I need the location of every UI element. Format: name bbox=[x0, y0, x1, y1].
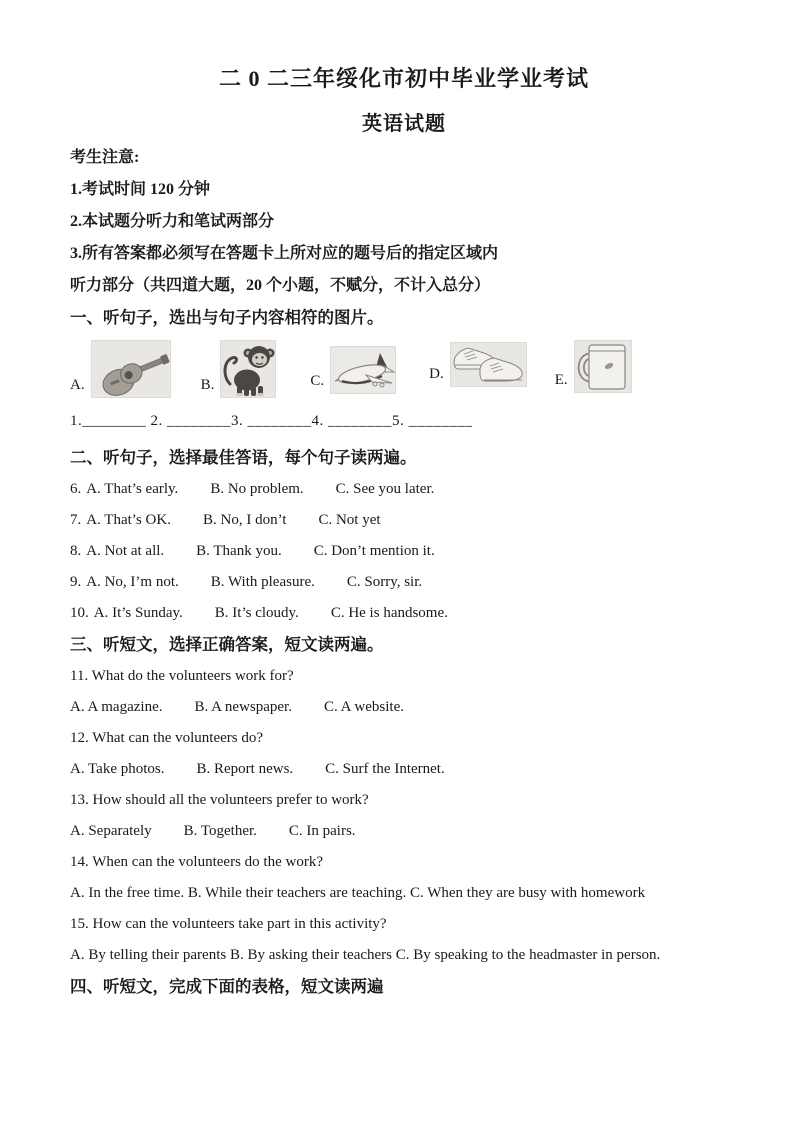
option-b: B. With pleasure. bbox=[210, 574, 315, 590]
sneakers-icon bbox=[450, 342, 527, 387]
option-a: A. A magazine. bbox=[70, 699, 163, 715]
guitar-image bbox=[91, 340, 171, 398]
airplane-icon bbox=[330, 346, 396, 394]
option-b: B. A newspaper. bbox=[194, 699, 292, 715]
notice-item-3: 3.所有答案都必须写在答题卡上所对应的题号后的指定区域内 bbox=[70, 245, 499, 262]
options-line-15: A. By telling their parents B. By asking their teachers C. By speaking to the headmaster in person. bbox=[70, 947, 661, 963]
options-line-14: A. In the free time. B. While their teachers are teaching. C. When they are busy with homework bbox=[70, 885, 646, 901]
section-3-heading: 三、听短文，选择正确答案，短文读两遍。 bbox=[70, 635, 384, 654]
page-subtitle: 英语试题 bbox=[362, 113, 446, 135]
option-c: C. Sorry, sir. bbox=[346, 574, 423, 590]
monkey-image bbox=[220, 340, 276, 398]
options-line-11 bbox=[70, 698, 738, 716]
listening-part-header: 听力部分（共四道大题，20 个小题，不赋分，不计入总分） bbox=[70, 277, 491, 294]
picture-label-d: D. bbox=[429, 366, 444, 382]
picture-option-b bbox=[201, 340, 277, 398]
question-row-8 bbox=[70, 542, 738, 560]
question-line-13: 13. How should all the volunteers prefer to work? bbox=[70, 792, 369, 808]
option-a: A. That’s early. bbox=[86, 481, 179, 497]
question-number: 6. bbox=[70, 481, 82, 497]
option-c: C. Not yet bbox=[318, 512, 381, 528]
option-c: C. Surf the Internet. bbox=[325, 761, 445, 777]
option-c: C. He is handsome. bbox=[330, 605, 448, 621]
picture-label-c: C. bbox=[310, 373, 325, 389]
picture-label-a: A. bbox=[70, 377, 85, 393]
mug-icon bbox=[574, 340, 632, 393]
option-b: B. It’s cloudy. bbox=[214, 605, 299, 621]
option-a: A. It’s Sunday. bbox=[93, 605, 183, 621]
question-line-15: 15. How can the volunteers take part in this activity? bbox=[70, 916, 387, 932]
option-a: A. Take photos. bbox=[70, 761, 165, 777]
picture-options-row bbox=[70, 340, 738, 402]
option-c: C. A website. bbox=[323, 699, 404, 715]
notice-header: 考生注意: bbox=[70, 149, 140, 166]
picture-option-a bbox=[70, 340, 171, 398]
airplane-image bbox=[330, 346, 396, 394]
option-b: B. No, I don’t bbox=[202, 512, 287, 528]
question-row-10 bbox=[70, 604, 738, 622]
option-c: C. In pairs. bbox=[288, 823, 356, 839]
option-b: B. No problem. bbox=[210, 481, 304, 497]
monkey-icon bbox=[220, 340, 276, 398]
question-line-12: 12. What can the volunteers do? bbox=[70, 730, 263, 746]
notice-item-1: 1.考试时间 120 分钟 bbox=[70, 181, 211, 198]
option-a: A. Not at all. bbox=[86, 543, 165, 559]
question-number: 8. bbox=[70, 543, 82, 559]
picture-option-c bbox=[310, 340, 396, 394]
option-c: C. Don’t mention it. bbox=[313, 543, 435, 559]
question-row-9 bbox=[70, 573, 738, 591]
question-number: 10. bbox=[70, 605, 89, 621]
page-title: 二 0 二三年绥化市初中毕业学业考试 bbox=[218, 66, 589, 91]
sneakers-image bbox=[450, 342, 527, 387]
option-b: B. Thank you. bbox=[196, 543, 282, 559]
options-line-12 bbox=[70, 760, 738, 778]
section-1-heading: 一、听句子，选出与句子内容相符的图片。 bbox=[70, 308, 384, 327]
option-a: A. Separately bbox=[70, 823, 152, 839]
picture-label-b: B. bbox=[200, 377, 215, 393]
guitar-icon bbox=[91, 340, 171, 398]
options-line-13 bbox=[70, 822, 738, 840]
option-b: B. Report news. bbox=[196, 761, 294, 777]
picture-label-e: E. bbox=[554, 372, 568, 388]
option-c: C. See you later. bbox=[335, 481, 435, 497]
question-number: 7. bbox=[70, 512, 82, 528]
answer-blanks-line: 1.________ 2. ________3. ________4. ________5. ________ bbox=[70, 413, 473, 429]
section-2-heading: 二、听句子，选择最佳答语，每个句子读两遍。 bbox=[70, 448, 417, 467]
picture-option-d bbox=[429, 340, 527, 387]
section-4-heading: 四、听短文，完成下面的表格，短文读两遍 bbox=[70, 977, 384, 996]
notice-item-2: 2.本试题分听力和笔试两部分 bbox=[70, 213, 275, 230]
option-a: A. That’s OK. bbox=[86, 512, 171, 528]
question-number: 9. bbox=[70, 574, 82, 590]
option-a: A. No, I’m not. bbox=[86, 574, 179, 590]
question-line-14: 14. When can the volunteers do the work? bbox=[70, 854, 323, 870]
picture-option-e bbox=[555, 340, 632, 393]
option-b: B. Together. bbox=[183, 823, 257, 839]
question-row-7 bbox=[70, 511, 738, 529]
question-row-6 bbox=[70, 480, 738, 498]
mug-image bbox=[574, 340, 632, 393]
question-line-11: 11. What do the volunteers work for? bbox=[70, 668, 294, 684]
